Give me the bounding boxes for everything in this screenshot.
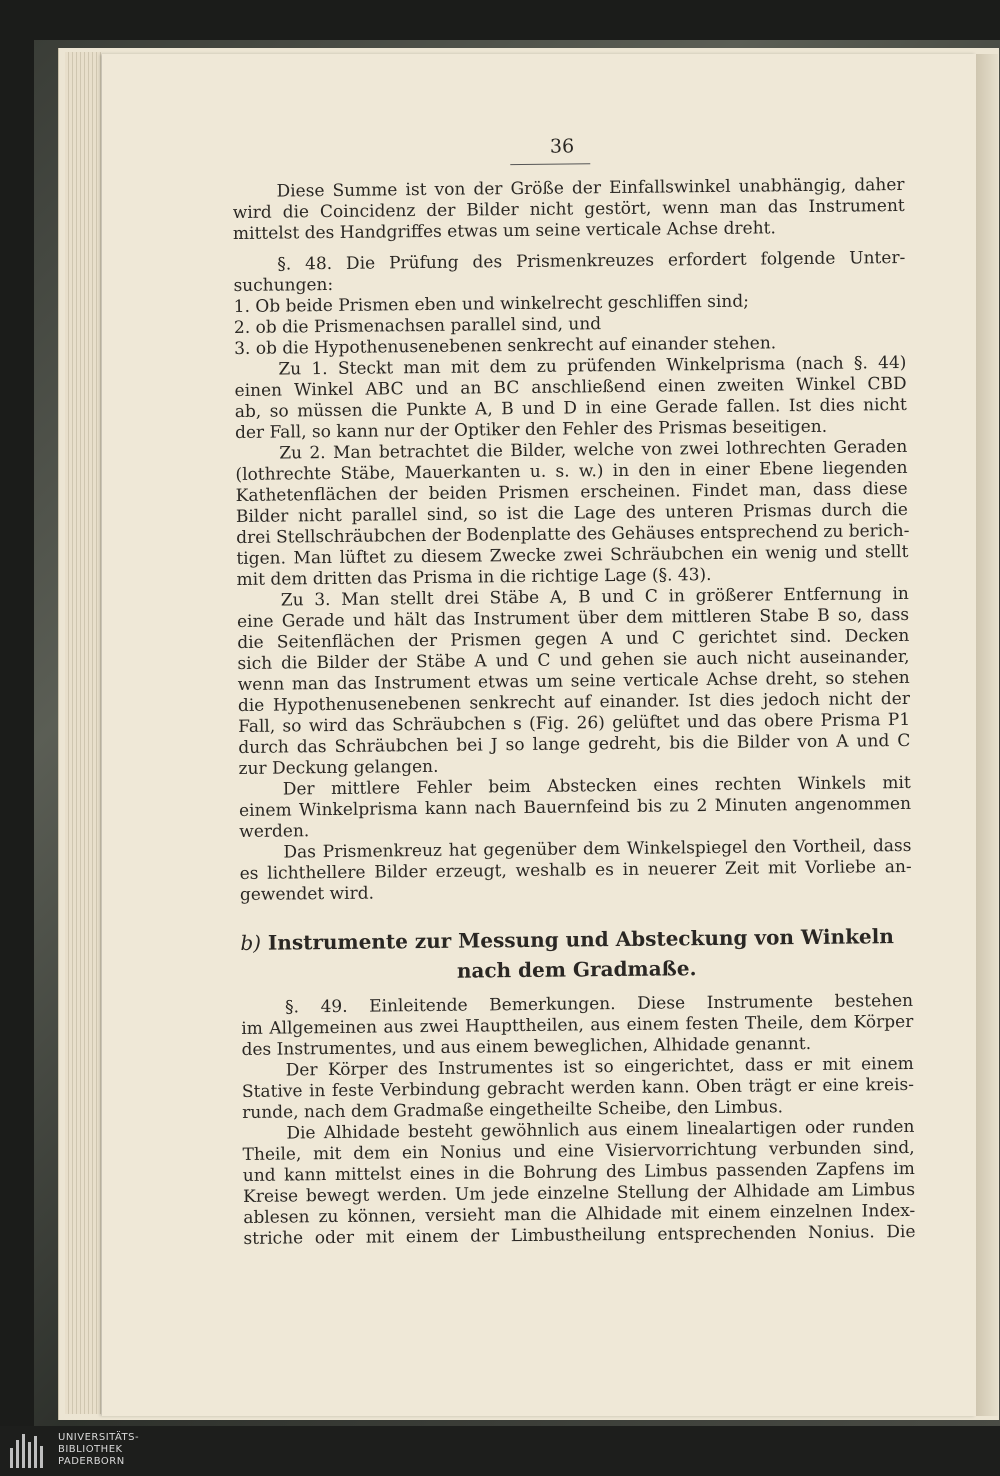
text-line: ablesen zu können, versieht man die Alhidade mit einem einzelnen Index- [243, 1200, 916, 1228]
text-line: eine Gerade und hält das Instrument über dem mittleren Stabe B so, dass [236, 604, 910, 632]
text-line: die Seitenflächen der Prismen gegen A und C gerichtet sind. Decken [237, 625, 910, 653]
text-line: 1. Ob beide Prismen eben und winkelrecht geschliffen sind; [233, 291, 750, 317]
text-line: mit dem dritten das Prisma in die richtige Lage (§. 43). [236, 565, 712, 590]
text-line: im Allgemeinen aus zwei Haupttheilen, aus einem festen Theile, dem Körper [241, 1011, 914, 1039]
header-rule [510, 163, 590, 165]
text-line: des Instrumentes, und aus einem beweglichen, Alhidade genannt. [241, 1033, 812, 1060]
text-line: Das Prismenkreuz hat gegenüber dem Winkelspiegel den Vortheil, dass [283, 835, 912, 863]
text-line: Stative in feste Verbindung gebracht werden kann. Oben trägt er eine kreis- [241, 1074, 915, 1102]
text-line: (lothrechte Stäbe, Mauerkanten u. s. w.) in den in einer Ebene liegenden [235, 457, 908, 485]
heading-line-1: Instrumente zur Messung und Absteckung von Winkeln [267, 924, 894, 955]
text-line: Der mittlere Fehler beim Abstecken eines rechten Winkels mit [282, 772, 911, 800]
text-line: wird die Coincidenz der Bilder nicht gestört, wenn man das Instrument [232, 195, 905, 223]
text-line: die Hypothenusenebenen senkrecht auf einander. Ist dies jedoch nicht der [237, 688, 910, 716]
text-line: werden. [239, 821, 310, 842]
text-line: der Fall, so kann nur der Optiker den Fehler des Prismas beseitigen. [234, 416, 828, 443]
text-line: sich die Bilder der Stäbe A und C und gehen sie auch nicht auseinander, [237, 646, 910, 674]
text-line: Zu 3. Man stellt drei Stäbe A, B und C in größerer Entfernung in [280, 583, 909, 611]
text-line: Kathetenflächen der beiden Prismen erscheinen. Findet man, dass diese [235, 478, 908, 506]
library-logo-text: UNIVERSITÄTS- BIBLIOTHEK PADERBORN [58, 1432, 140, 1467]
heading-mark: b) [240, 930, 262, 955]
text-line: Fall, so wird das Schräubchen s (Fig. 26) gelüftet und das obere Prisma P1 [238, 709, 911, 737]
text-line: Zu 1. Steckt man mit dem zu prüfenden Winkelprisma (nach §. 44) [278, 352, 907, 380]
text-line: Zu 2. Man betrachtet die Bilder, welche von zwei lothrechten Geraden [279, 436, 908, 464]
text-line: Kreise bewegt werden. Um jede einzelne Stellung der Alhidade am Limbus [242, 1179, 916, 1207]
text-line: gewendet wird. [239, 883, 375, 905]
text-line: mittelst des Handgriffes etwas um seine verticale Achse dreht. [232, 218, 776, 244]
text-line: durch das Schräubchen bei J so lange gedreht, bis die Bilder von A und C [238, 730, 911, 758]
text-line: wenn man das Instrument etwas um seine verticale Achse dreht, so stehen [237, 667, 910, 695]
text-line: drei Stellschräubchen der Bodenplatte des Gehäuses entsprechend zu berich- [236, 520, 910, 548]
text-line: und kann mittelst eines in die Bohrung des Limbus passenden Zapfens im [242, 1158, 915, 1186]
section-heading [240, 921, 913, 988]
text-line: Theile, mit dem ein Nonius und eine Visiervorrichtung verbunden sind, [242, 1137, 915, 1165]
text-line: §. 49. Einleitende Bemerkungen. Diese Instrumente bestehen [284, 990, 914, 1018]
text-line: einem Winkelprisma kann nach Bauernfeind bis zu 2 Minuten angenommen [238, 793, 912, 821]
text-block-1 [232, 175, 912, 906]
text-line: suchungen: [233, 274, 334, 296]
page-number: 36 [549, 135, 575, 158]
text-line: 3. ob die Hypothenusenebenen senkrecht auf einander stehen. [234, 333, 777, 359]
text-block-2 [241, 991, 916, 1250]
text-line: Der Körper des Instrumentes ist so eingerichtet, dass er mit einem [285, 1053, 914, 1081]
text-line: striche oder mit einem der Limbustheilung entsprechenden Nonius. Die [243, 1221, 916, 1249]
next-page-edge [976, 54, 998, 1416]
text-line: §. 48. Die Prüfung des Prismenkreuzes erfordert folgende Unter- [277, 247, 906, 275]
text-line: es lichthellere Bilder erzeugt, weshalb es in neuerer Zeit mit Vorliebe an- [239, 856, 912, 884]
text-line: einen Winkel ABC und an BC anschließend einen zweiten Winkel CBD [234, 373, 907, 401]
text-line: tigen. Man lüftet zu diesem Zwecke zwei Schräubchen ein wenig und stellt [236, 541, 909, 569]
heading-line-2: nach dem Gradmaße. [456, 956, 697, 983]
text-line: Bilder nicht parallel sind, so ist die Lage des unteren Prismas durch die [235, 499, 909, 527]
library-footer [0, 1426, 1000, 1476]
text-line: runde, nach dem Gradmaße eingetheilte Scheibe, den Limbus. [242, 1097, 784, 1123]
text-line: ab, so müssen die Punkte A, B und D in eine Gerade fallen. Ist dies nicht [234, 394, 907, 422]
text-line: Diese Summe ist von der Größe der Einfallswinkel unabhängig, daher [276, 174, 905, 202]
text-line: zur Deckung gelangen. [238, 756, 439, 779]
page-text [232, 133, 916, 1250]
text-line: Die Alhidade besteht gewöhnlich aus einem linealartigen oder runden [286, 1116, 915, 1144]
library-logo-icon [10, 1434, 50, 1468]
text-line: 2. ob die Prismenachsen parallel sind, und [233, 314, 602, 338]
